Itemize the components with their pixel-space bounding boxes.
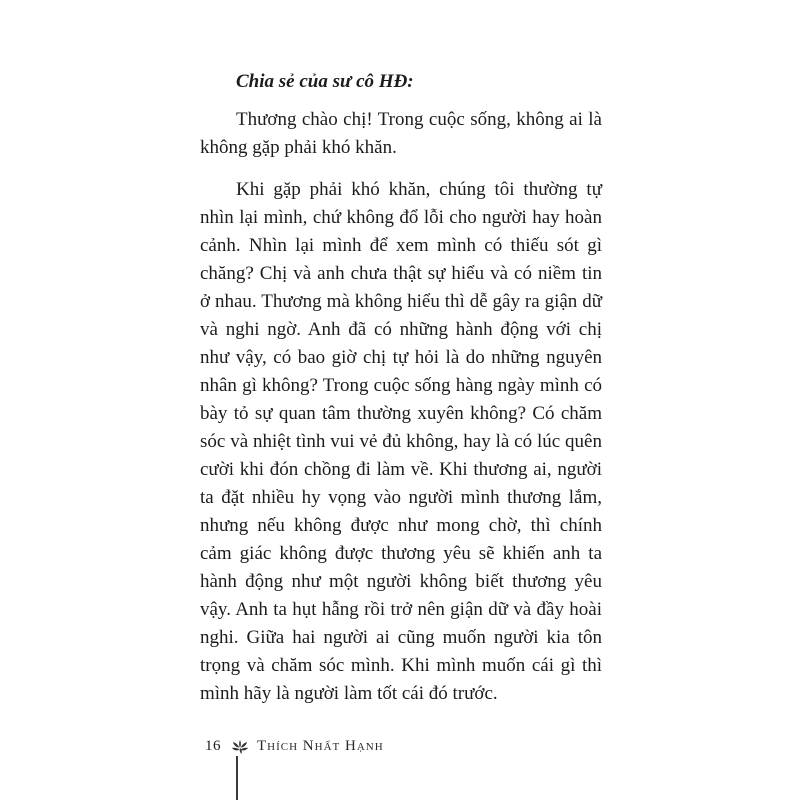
section-heading: Chia sẻ của sư cô HĐ: xyxy=(236,71,414,92)
lotus-icon xyxy=(231,739,249,755)
page-number: 16 xyxy=(205,738,221,754)
page-footer xyxy=(205,738,384,755)
paragraph: Thương chào chị! Trong cuộc sống, không ai là không gặp phải khó khăn. xyxy=(200,109,602,158)
paragraph: Khi gặp phải khó khăn, chúng tôi thường tự nhìn lại mình, chứ không đổ lỗi cho người hay hoàn cảnh. Nhìn lại mình để xem mình có thiếu sót gì chăng? Chị và anh chưa thật sự hiểu và có niềm tin ở nhau. Thương mà không hiểu thì dễ gây ra giận dữ và nghi ngờ. Anh đã có những hành động với chị như vậy, có bao giờ chị tự hỏi là do những nguyên nhân gì không? Trong cuộc sống hàng ngày mình có bày tỏ sự quan tâm thường xuyên không? Có chăm sóc và nhiệt tình vui vẻ đủ không, hay là có lúc quên cười khi đón chồng đi làm về. Khi thương ai, người ta đặt nhiều hy vọng vào người mình thương lắm, nhưng nếu không được như mong chờ, thì chính cảm giác không được thương yêu sẽ khiến anh ta hành động như một người không biết thương yêu vậy. Anh ta hụt hẫng rồi trở nên giận dữ và đầy hoài nghi. Giữa hai người ai cũng muốn người kia tôn trọng và chăm sóc mình. Khi mình muốn cái gì thì mình hãy là người làm tốt cái đó trước. xyxy=(200,179,602,704)
decorative-stem xyxy=(236,756,238,800)
text-block xyxy=(200,68,602,722)
author-name: Thích Nhất Hạnh xyxy=(257,738,384,754)
